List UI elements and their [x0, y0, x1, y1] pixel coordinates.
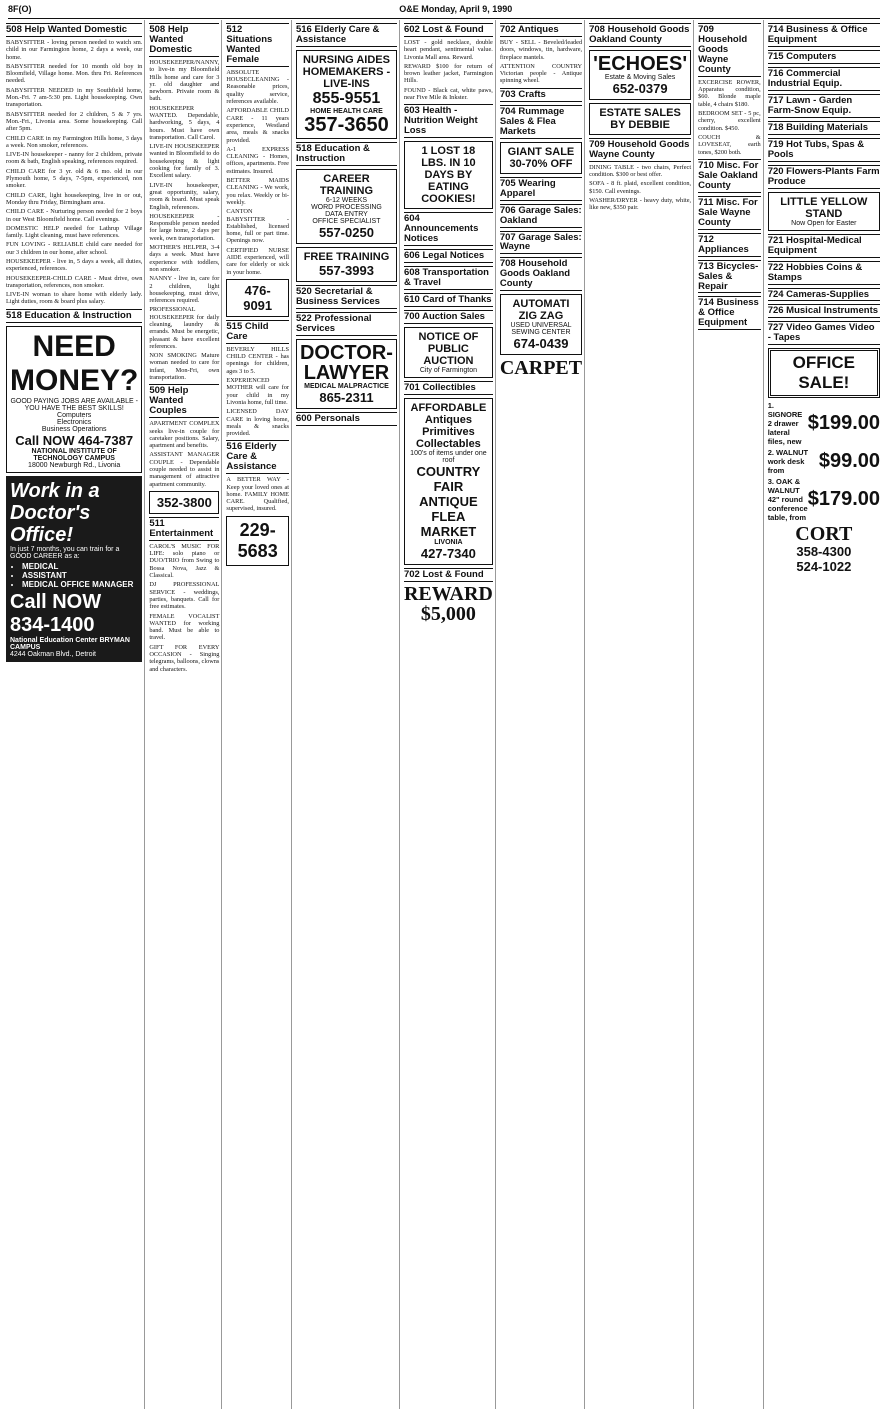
- section-heading: 707 Garage Sales: Wayne: [499, 231, 582, 253]
- ad-phone: 229-5683: [237, 519, 278, 561]
- classified-ad: HOUSEKEEPER - Responsible person needed for large home, 2 days per week, own transportation.: [149, 212, 220, 242]
- section-heading: 718 Building Materials: [768, 121, 880, 135]
- ad-phone: 652-0379: [612, 80, 668, 96]
- office-sale-headline: OFFICE SALE!: [768, 348, 880, 398]
- ad-sub: Estate & Moving Sales: [604, 73, 676, 81]
- columns: [6, 20, 882, 1409]
- classified-ad: CHILD CARE in my Farmington Hills home, 3 days a week. Non smoker, references.: [6, 134, 143, 149]
- section-heading: 713 Bicycles-Sales & Repair: [698, 260, 761, 294]
- section-heading: 724 Cameras-Supplies: [768, 288, 880, 302]
- classified-ad: AFFORDABLE CHILD CARE - 11 years experience, Westland area, meals & snacks provided.: [226, 107, 289, 144]
- ad-list: [149, 420, 219, 488]
- classified-ad: NON SMOKING Mature woman needed to care for infant, Mon-Fri, own transportation.: [149, 352, 220, 382]
- phone-box: [226, 516, 289, 566]
- classified-ad: EXPERIENCED MOTHER will care for your child in my Livonia home, full time.: [226, 377, 289, 406]
- section-heading: 710 Misc. For Sale Oakland County: [698, 159, 761, 193]
- classified-ad: SOFA - 8 ft. plaid, excellent condition, $150. Call evenings.: [589, 180, 692, 195]
- ad-bullet: Business Operations: [41, 425, 107, 433]
- ad-headline: DOCTOR-LAWYER: [299, 341, 393, 384]
- classified-ad: DOMESTIC HELP needed for Lathrup Village family. Light cleaning, must have references.: [6, 224, 143, 240]
- classified-ad: EXCERCISE ROWER, Apparatus condition, $60. Blonde maple table, 4 chairs $180.: [698, 78, 761, 108]
- section-heading: 703 Crafts: [500, 88, 582, 102]
- ad-list: [226, 346, 289, 438]
- section-heading: 511 Entertainment: [149, 517, 219, 541]
- classified-ad: BEDROOM SET - 5 pc, cherry, excellent condition. $450.: [698, 110, 761, 132]
- sale-item-label: 3. OAK & WALNUT 42" round conference table, from: [767, 477, 808, 523]
- section-heading: 515 Child Care: [226, 320, 289, 344]
- section-heading: 720 Flowers-Plants Farm Produce: [767, 165, 880, 187]
- section-heading: 711 Misc. For Sale Wayne County: [698, 196, 761, 230]
- ad-bullet: • MEDICAL: [22, 562, 138, 571]
- column-6: [500, 20, 585, 1409]
- ad-list: [6, 39, 142, 306]
- section-heading: 715 Computers: [768, 50, 880, 64]
- section-heading: 522 Professional Services: [296, 312, 397, 336]
- ad-headline: NOTICE OF PUBLIC AUCTION: [418, 331, 479, 367]
- section-heading: 512 Situations Wanted Female: [226, 23, 289, 67]
- ad-headline: NURSING AIDES HOMEMAKERS - LIVE-INS: [302, 53, 391, 90]
- ad-list: [404, 39, 493, 101]
- ad-school: NATIONAL INSTITUTE OF TECHNOLOGY CAMPUS: [31, 447, 117, 462]
- classified-ad: BABYSITTER needed for 2 children, 5 & 7 yrs. Mon.-Fri., Livonia area. Some housekeeping. Call after 5pm.: [6, 110, 143, 133]
- ad-school: National Education Center BRYMAN CAMPUS: [10, 636, 130, 651]
- section-heading: 714 Business & Office Equipment: [698, 297, 759, 329]
- classified-ad: CHILD CARE - Nurturing person needed for 2 boys in our West Bloomfield home. Call evenings.: [6, 208, 143, 223]
- nursing-ad: [296, 50, 397, 139]
- section-heading: 518 Education & Instruction: [6, 309, 142, 323]
- ad-sub: MEDICAL MALPRACTICE: [304, 382, 389, 390]
- sale-item-label: 2. WALNUT work desk from: [767, 448, 809, 476]
- masthead: [8, 4, 880, 19]
- section-heading: 604 Announcements Notices: [404, 212, 493, 246]
- section-heading: 603 Health - Nutrition Weight Loss: [404, 104, 493, 138]
- section-heading: 712 Appliances: [698, 233, 761, 257]
- ad-phone: 557-3993: [318, 262, 374, 278]
- classified-ad: CANTON BABYSITTER - Established, licensed home, full or part time. Openings now.: [226, 208, 289, 245]
- classified-ad: HOUSEKEEPER-CHILD CARE - Must drive, own transportation, references, non smoker.: [6, 274, 143, 289]
- ad-location: LIVONIA: [434, 538, 463, 546]
- classified-ad: APARTMENT COMPLEX seeks live-in couple for caretaker positions. Salary, apartment and benefits.: [149, 420, 220, 450]
- section-heading: 714 Business & Office Equipment: [768, 23, 880, 47]
- classified-ad: COUCH & LOVESEAT, earth tones, $200 both.: [698, 133, 761, 156]
- section-heading: 516 Elderly Care & Assistance: [296, 23, 397, 47]
- flea-market-ad: [404, 398, 493, 565]
- classified-ad: PROFESSIONAL HOUSEKEEPER for daily cleaning, laundry & errands. Must be energetic, pleasant & have excellent references.: [149, 306, 220, 350]
- ad-list: [500, 39, 582, 85]
- column-3: [226, 20, 292, 1409]
- classified-ad: CHILD CARE for 3 yr. old & 6 mo. old in our Plymouth home, 5 days, 7-5pm, experienced, non smoker.: [6, 167, 143, 190]
- column-2: [149, 20, 222, 1409]
- classified-ad: HOUSEKEEPER WANTED. Dependable, hardworking, 5 days, 4 hours. Must have own transportation. Call Carol.: [149, 104, 220, 141]
- lawyer-ad: [296, 339, 397, 409]
- sale-item: [768, 448, 880, 475]
- section-heading: 508 Help Wanted Domestic: [6, 23, 142, 37]
- classified-ad: DJ PROFESSIONAL SERVICE - weddings, parties, banquets. Call for free estimates.: [149, 581, 220, 611]
- section-heading: 610 Card of Thanks: [403, 294, 492, 306]
- paper-date: O&E Monday, April 9, 1990: [399, 4, 513, 14]
- sale-item-price: $199.00: [807, 412, 880, 435]
- ad-phone: 427-7340: [420, 545, 476, 561]
- ad-intro: In just 7 months, you can train for a GOOD CAREER as a:: [10, 545, 120, 560]
- section-heading: 509 Help Wanted Couples: [149, 384, 219, 418]
- giant-sale-ad: [500, 142, 582, 174]
- classified-ad: CAROL'S MUSIC FOR LIFE: solo piano or DUO/TRIO from Swing to Bossa Nova, Jazz & Classical.: [149, 542, 220, 580]
- classified-ad: FUN LOVING - RELIABLE child care needed for our 3 children in our home, after school.: [6, 241, 143, 256]
- classified-ad: ATTENTION COUNTRY Victorian people - Antique spinning wheel.: [499, 62, 583, 85]
- classified-ad: LICENSED DAY CARE in loving home, meals & snacks provided.: [226, 408, 289, 438]
- classified-ad: FOUND - Black cat, white paws, near Five Mile & Inkster.: [403, 86, 493, 102]
- classified-ad: NANNY - live in, care for 2 children, light housekeeping, must drive, references required.: [149, 275, 220, 305]
- ad-phone: 674-0439: [513, 336, 569, 352]
- classified-ad: BABYSITTER NEEDED in my Southfield home, Mon.-Fri. 7 am-5:30 pm. Light housekeeping. Own transportation.: [6, 86, 143, 109]
- echoes-ad: [589, 50, 691, 100]
- ad-phone: 352-3800: [156, 494, 212, 510]
- section-heading: 709 Household Goods Wayne County: [698, 23, 761, 77]
- ad-headline: GIANT SALE 30-70% OFF: [507, 145, 575, 170]
- ad-list: [698, 79, 761, 156]
- sale-item-label: 1. SIGNORE 2 drawer lateral files, new: [767, 401, 803, 447]
- cort-logo: CORT: [795, 523, 853, 546]
- classified-ad: LIVE-IN housekeeper, great opportunity, salary, room & board. Must speak English, references.: [149, 181, 220, 211]
- column-7: [589, 20, 694, 1409]
- ad-phone: 855-9551: [312, 89, 381, 107]
- ad-headline: ESTATE SALES BY DEBBIE: [599, 106, 681, 131]
- ad-headline: LITTLE YELLOW STAND: [780, 195, 868, 220]
- section-heading: 717 Lawn - Garden Farm-Snow Equip.: [768, 94, 880, 118]
- section-heading: 727 Video Games Video - Tapes: [768, 321, 880, 345]
- section-heading: 704 Rummage Sales & Flea Markets: [500, 105, 582, 139]
- ad-sub: 100's of items under one roof: [410, 449, 487, 464]
- section-heading: 726 Musical Instruments: [767, 305, 879, 317]
- section-heading: 606 Legal Notices: [404, 249, 493, 263]
- section-heading: 719 Hot Tubs, Spas & Pools: [768, 138, 880, 162]
- classified-ad: WASHER/DRYER - heavy duty, white, like new, $350 pair.: [589, 197, 692, 212]
- ad-headline: CAREER TRAINING: [319, 172, 374, 197]
- column-9: [768, 20, 882, 1409]
- section-heading: 608 Transportation & Travel: [404, 266, 493, 290]
- ad-name: COUNTRY FAIR ANTIQUE FLEA MARKET: [416, 463, 481, 539]
- section-heading: 600 Personals: [296, 412, 397, 426]
- ad-phone: Call NOW 464-7387: [15, 432, 134, 448]
- section-heading: 709 Household Goods Wayne County: [589, 138, 690, 160]
- sale-item-price: $99.00: [818, 450, 880, 473]
- classified-ad: CERTIFIED NURSE AIDE experienced, will care for elderly or sick in your home.: [226, 246, 289, 276]
- section-heading: 602 Lost & Found: [404, 23, 493, 37]
- free-training-ad: [296, 247, 397, 282]
- ad-phone: 524-1022: [796, 559, 852, 575]
- sale-item: [768, 401, 880, 446]
- classified-ad: ABSOLUTE HOUSECLEANING - Reasonable prices, quality service, references available.: [226, 68, 289, 106]
- ad-line: DATA ENTRY: [325, 210, 368, 218]
- reward-headline: REWARD $5,000: [403, 582, 493, 625]
- ad-list: [226, 69, 289, 276]
- ad-phone: 476-9091: [243, 282, 273, 313]
- phone-box: [226, 279, 289, 317]
- sale-item-price: $179.00: [807, 488, 880, 511]
- auction-ad: [404, 327, 493, 378]
- classified-ad: CHILD CARE, light housekeeping, live in or out, Monday thru Friday, Birmingham area.: [6, 191, 143, 206]
- section-heading: 716 Commercial Industrial Equip.: [768, 67, 880, 91]
- estate-sales-ad: [589, 103, 691, 135]
- ad-list: [226, 476, 289, 512]
- section-heading: 700 Auction Sales: [404, 310, 493, 324]
- section-heading: 702 Antiques: [500, 23, 582, 37]
- ad-headline: FREE TRAINING: [303, 250, 390, 263]
- ad-sub: USED UNIVERSAL SEWING CENTER: [510, 322, 572, 337]
- section-heading: 708 Household Goods Oakland County: [500, 257, 582, 291]
- classified-ad: LOST - gold necklace, double heart pendant, sentimental value. Livonia Mall area. Reward.: [403, 38, 493, 61]
- ad-line: 6-12 WEEKS: [325, 196, 368, 204]
- page-number: 8F(O): [8, 4, 32, 14]
- column-1: [6, 20, 145, 1409]
- section-heading: 705 Wearing Apparel: [500, 177, 582, 201]
- section-heading: 702 Lost & Found: [404, 568, 493, 582]
- classified-ad: HOUSEKEEPER - live in, 5 days a week, all duties, experienced, references.: [6, 257, 143, 273]
- ad-line: WORD PROCESSING: [311, 203, 382, 211]
- ad-phone: 357-3650: [304, 113, 389, 136]
- ad-headline: Work in a Doctor's Office!: [10, 479, 100, 546]
- ad-headline: NEED MONEY?: [10, 329, 139, 397]
- column-5: [404, 20, 496, 1409]
- section-heading: 508 Help Wanted Domestic: [149, 23, 219, 57]
- ad-bullet: • ASSISTANT: [22, 571, 138, 580]
- ad-address: 18000 Newburgh Rd., Livonia: [28, 461, 121, 469]
- classified-ad: LIVE-IN HOUSEKEEPER wanted in Bloomfield to do housekeeping & light cooking for family of 3. Excellent salary.: [149, 143, 220, 180]
- classified-ad: MOTHER'S HELPER, 3-4 days a week. Must have experience with toddlers, non smoker.: [149, 244, 220, 273]
- classified-ad: FEMALE VOCALIST WANTED for working band. Must be able to travel.: [149, 612, 220, 642]
- ad-headline: 'ECHOES': [593, 52, 688, 75]
- classified-ad: ASSISTANT MANAGER COUPLE - Dependable couple needed to assist in management of attractive apartment community.: [149, 451, 220, 488]
- section-heading: 708 Household Goods Oakland County: [589, 24, 690, 45]
- section-heading: 520 Secretarial & Business Services: [296, 285, 397, 309]
- ad-bullet: Electronics: [57, 418, 92, 426]
- classified-ad: HOUSEKEEPER/NANNY, to live-in my Bloomfield Hills home and care for 3 yr. old daughter and newborn. Private room & bath.: [149, 58, 220, 103]
- ad-line: OFFICE SPECIALIST: [312, 217, 381, 225]
- ad-list: [149, 59, 219, 381]
- ad-address: 4244 Oakman Blvd., Detroit: [10, 650, 96, 658]
- classified-ad: BABYSITTER - loving person needed to watch sm. child in our Farmington home, 2 days a week, our home.: [6, 38, 143, 61]
- doctor-office-ad: [6, 476, 142, 662]
- weight-loss-ad: [404, 141, 493, 209]
- ad-list: [149, 543, 219, 673]
- ad-sub: City of Farmington: [419, 367, 477, 374]
- classified-ad: DINING TABLE - two chairs, Perfect condition. $300 or best offer.: [589, 163, 692, 179]
- classified-ad: BEVERLY HILLS CHILD CENTER - has openings for children, ages 3 to 5.: [226, 345, 289, 375]
- ad-sub: HOME HEALTH CARE: [310, 107, 383, 115]
- classified-ad: BUY - SELL - Beveled/leaded doors, windows, tin, hardware, fireplace mantels.: [499, 38, 583, 61]
- sale-item: [768, 477, 880, 522]
- classified-ad: A-1 EXPRESS CLEANING - Homes, offices, apartments. Free estimates. Insured.: [226, 145, 289, 175]
- ad-list: [589, 164, 691, 212]
- sewing-center-ad: [500, 294, 582, 355]
- section-heading: 701 Collectibles: [404, 381, 493, 395]
- classified-ad: BETTER MAIDS CLEANING - We work, you relax. Weekly or bi-weekly.: [226, 177, 289, 206]
- ad-headline: AFFORDABLE Antiques Primitives Collectables: [410, 401, 487, 450]
- classified-ad: GIFT FOR EVERY OCCASION - Singing telegrams, balloons, clowns and characters.: [149, 643, 220, 673]
- need-money-ad: [6, 326, 142, 473]
- section-heading: 706 Garage Sales: Oakland: [499, 204, 582, 226]
- classified-ad: BABYSITTER needed for 10 month old boy in Bloomfield, Village home. Mon. thru Fri. References needed.: [6, 62, 143, 85]
- ad-phone: Call NOW 834-1400: [10, 590, 102, 636]
- section-heading: 721 Hospital-Medical Equipment: [768, 234, 880, 258]
- ad-bullet: Computers: [57, 411, 92, 419]
- section-heading: 516 Elderly Care & Assistance: [226, 440, 289, 474]
- column-8: [698, 20, 764, 1409]
- career-training-ad: [296, 169, 397, 244]
- ad-sub: Now Open for Easter: [791, 219, 857, 227]
- ad-headline: AUTOMATI ZIG ZAG: [512, 298, 570, 323]
- ad-phone: 358-4300: [796, 544, 852, 560]
- ad-phone: 865-2311: [319, 389, 374, 405]
- produce-stand-ad: [768, 192, 880, 231]
- ad-bullets: [22, 562, 138, 589]
- ad-phone: 557-0250: [318, 224, 374, 240]
- classified-ad: A BETTER WAY - Keep your loved ones at home. FAMILY HOME CARE. Qualified, supervised, insured.: [226, 476, 289, 513]
- ad-sub: GOOD PAYING JOBS ARE AVAILABLE - YOU HAVE THE BEST SKILLS!: [10, 397, 138, 412]
- column-4: [296, 20, 400, 1409]
- carpet-headline: CARPET: [499, 357, 583, 380]
- ad-headline: 1 LOST 18 LBS. IN 10 DAYS BY EATING COOKIES!: [421, 145, 476, 206]
- classified-ad: LIVE-IN woman to share home with elderly lady. Light duties, room & board plus salary.: [6, 291, 143, 306]
- section-heading: 722 Hobbies Coins & Stamps: [768, 261, 880, 285]
- section-heading: 518 Education & Instruction: [296, 142, 397, 166]
- phone-box: [149, 491, 219, 514]
- classified-ad: REWARD $100 for return of brown leather jacket, Farmington Hills.: [403, 62, 493, 85]
- classified-ad: LIVE-IN housekeeper - nanny for 2 children, private room & bath, English speaking, references required.: [6, 151, 143, 166]
- ad-bullet: • MEDICAL OFFICE MANAGER: [22, 580, 138, 589]
